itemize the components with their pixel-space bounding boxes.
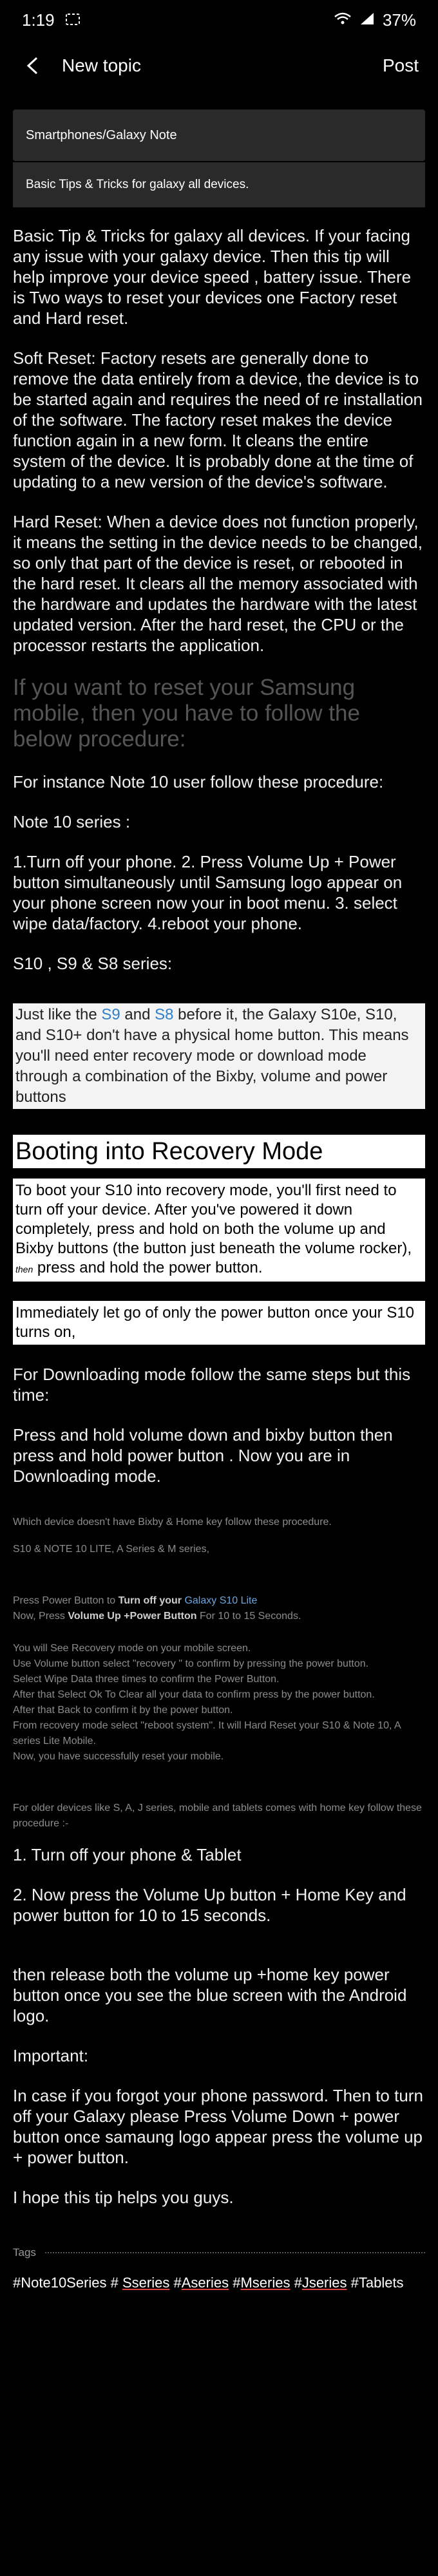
post-button[interactable]: Post (382, 55, 419, 75)
body-paragraph: Hard Reset: When a device does not function properly, it means the setting in the device needs to be changed, so only that part of the device is reset, or rebooted in the hard reset. It clears all the memory associated with the hardware and updates the hardware with the latest updated version. After the hard reset, the CPU or the processor restarts the application. (13, 512, 423, 655)
tag-text: #Tablets (347, 2275, 404, 2291)
section-heading: If you want to reset your Samsung mobile, then you have to follow the below procedure: (13, 675, 360, 752)
body-paragraph: For Downloading mode follow the same steps but this time: (13, 1365, 411, 1405)
small-line: From recovery mode select "reboot system". It will Hard Reset your S10 & Note 10, A series Lite Mobile. (13, 1720, 401, 1747)
small-paragraph: S10 & NOTE 10 LITE, A Series & M series, (13, 1544, 210, 1555)
tag-text: Aseries (181, 2275, 229, 2291)
body-paragraph: Note 10 series : (13, 812, 131, 831)
body-paragraph: For instance Note 10 user follow these procedure: (13, 772, 384, 791)
screenshot-icon (65, 10, 81, 30)
tags-section (0, 2246, 438, 2291)
small-paragraph (13, 1641, 425, 1765)
quote-text: Just like the (15, 1006, 102, 1023)
body-paragraph: 2. Now press the Volume Up button + Home Key and power button for 10 to 15 seconds. (13, 1885, 406, 1925)
status-time: 1:19 (22, 10, 55, 30)
tags-divider (45, 2252, 425, 2253)
body-paragraph: Basic Tip & Tricks for galaxy all devices. If your facing any issue with your galaxy device. Then this tip will help improve your device speed , battery issue. There is Two ways to reset your devices one Factory reset and Hard reset. (13, 226, 412, 328)
status-bar (0, 0, 438, 40)
tags-label: Tags (13, 2246, 36, 2259)
body-paragraph: Soft Reset: Factory resets are generally done to remove the data entirely from a device, the device is to be started again and requires the need of re installation of the software. The factory reset makes the device function again in a new form. It cleans the entire system of the device. It is probably done at the time of updating to a new version of the device's software. (13, 348, 423, 491)
post-body-editor[interactable] (0, 225, 438, 1486)
body-paragraph: 1. Turn off your phone & Tablet (13, 1845, 242, 1864)
tag-text: # (229, 2275, 241, 2291)
body-paragraph: I hope this tip helps you guys. (13, 2188, 234, 2207)
tag-text: Jseries (301, 2275, 347, 2291)
battery-percent: 37% (382, 10, 416, 30)
tag-text: Sseries (122, 2275, 170, 2291)
body-paragraph: then release both the volume up +home key power button once you see the blue screen with the Android logo. (13, 1965, 407, 2025)
small-line: Select Wipe Data three times to confirm the Power Button. (13, 1674, 280, 1685)
wifi-icon (334, 10, 352, 30)
small-line: After that Back to confirm it by the power button. (13, 1705, 233, 1716)
boot-release-note: Immediately let go of only the power button once your S10 turns on, (13, 1301, 425, 1345)
tag-text: # (169, 2275, 182, 2291)
boot-text: press and hold the power button. (33, 1259, 263, 1276)
boot-text-then: then (15, 1264, 33, 1274)
tags-input[interactable] (13, 2275, 425, 2291)
tag-text: #Note10Series # (13, 2275, 122, 2291)
small-paragraph: Which device doesn't have Bixby & Home key follow these procedure. (13, 1517, 332, 1528)
category-selector[interactable]: Smartphones/Galaxy Note (13, 109, 425, 161)
body-paragraph: 1.Turn off your phone. 2. Press Volume Up + Power button simultaneously until Samsung logo appear on your phone screen now your in boot menu. 3. select wipe data/factory. 4.reboot your phone. (13, 852, 403, 933)
boot-text: To boot your S10 into recovery mode, you'll first need to turn off your device. After you've powered it down completely, press and hold on both the volume up and Bixby buttons (the button just beneath the volume rocker), (15, 1182, 412, 1257)
quote-text: and (120, 1006, 155, 1023)
link-s10-lite[interactable]: Galaxy S10 Lite (182, 1595, 258, 1606)
body-paragraph: Press and hold volume down and bixby button then press and hold power button . Now you are in Downloading mode. (13, 1425, 393, 1486)
boot-instructions (13, 1179, 425, 1282)
title-field[interactable]: Basic Tips & Tricks for galaxy all devices. (13, 162, 425, 207)
highlighted-quote (13, 1003, 425, 1109)
navigation-bar (0, 2531, 438, 2576)
small-text: Press Power Button to (13, 1595, 119, 1606)
link-s8[interactable]: S8 (155, 1006, 174, 1023)
booting-heading: Booting into Recovery Mode (13, 1135, 425, 1168)
small-bold: Volume Up +Power Button (68, 1611, 197, 1622)
small-line: Now, you have successfully reset your mobile. (13, 1751, 224, 1762)
tag-text: # (290, 2275, 302, 2291)
back-arrow-icon[interactable] (19, 53, 45, 79)
small-line: You will See Recovery mode on your mobile screen. (13, 1643, 251, 1654)
small-line: After that Select Ok To Clear all your data to confirm press by the power button. (13, 1689, 375, 1700)
body-paragraph: S10 , S9 & S8 series: (13, 954, 173, 973)
small-line: Use Volume button select "recovery " to confirm by pressing the power button. (13, 1658, 369, 1669)
body-paragraph: In case if you forgot your phone password. Then to turn off your Galaxy please Press Volume Down + power button once samaung logo appear press the volume up + power button. (13, 2086, 423, 2167)
small-text-section (0, 1515, 438, 1832)
small-text: For 10 to 15 Seconds. (196, 1611, 301, 1622)
small-paragraph (13, 1593, 425, 1624)
small-bold: Turn off your (118, 1595, 182, 1606)
body-paragraph: Important: (13, 2046, 89, 2065)
link-s9[interactable]: S9 (101, 1006, 120, 1023)
app-bar (0, 40, 438, 91)
signal-icon (359, 10, 375, 30)
small-paragraph: For older devices like S, A, J series, mobile and tablets comes with home key follow these procedure :- (13, 1803, 422, 1829)
post-body-tail[interactable] (0, 1844, 438, 2208)
quote-text: before it, the Galaxy S10e, S10, and S10+ don't have a physical home button. This means you'll need enter recovery mode or download mode through a combination of the Bixby, volume and power buttons (15, 1006, 409, 1106)
page-title: New topic (62, 55, 141, 75)
tag-text: Mseries (240, 2275, 290, 2291)
small-text: Now, Press (13, 1611, 68, 1622)
